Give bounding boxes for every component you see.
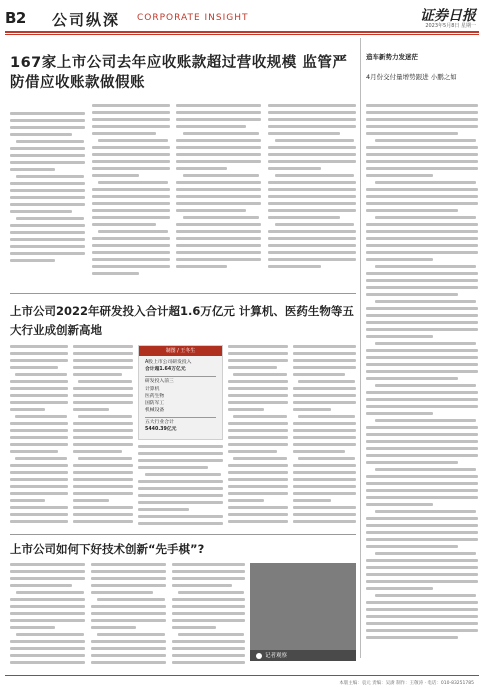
infographic-line-7: 机械设备 <box>145 408 165 413</box>
side-story-body <box>366 104 478 664</box>
infographic-line-4: 计算机 <box>145 387 160 392</box>
infographic-title: 制图 / 王冬生 <box>139 346 222 356</box>
newspaper-name: 证券日报 <box>420 8 476 24</box>
section-divider-2 <box>10 534 356 535</box>
photo-caption-bar <box>250 650 356 661</box>
infographic-line-5: 医药生物 <box>145 394 165 399</box>
section-english-title: CORPORATE INSIGHT <box>137 13 249 23</box>
side-story-title: 造车新势力发迷茫 <box>366 53 418 61</box>
section-title: 公司纵深 <box>52 11 121 29</box>
infographic-divider-2 <box>145 417 216 418</box>
infographic-line-1: A股上市公司研发投入 <box>145 360 192 365</box>
story3-column-3 <box>172 563 245 668</box>
infographic-line-3: 研发投入前三 <box>145 379 174 384</box>
main-headline: 167家上市公司去年应收账款超过营收规模 监管严防借应收账款做假账 <box>10 55 348 91</box>
main-story-column-4 <box>268 104 356 290</box>
infographic-line-8: 五大行业合计 <box>145 420 174 425</box>
issue-date: 2023年5月8日 星期一 <box>425 23 476 29</box>
story2-column-4 <box>228 345 288 530</box>
header-rule <box>5 31 479 33</box>
main-story-column-3 <box>176 104 261 290</box>
story3-headline: 上市公司如何下好技术创新“先手棋”? <box>10 542 205 556</box>
infographic-line-6: 国防军工 <box>145 401 165 406</box>
story2-headline: 上市公司2022年研发投入合计超1.6万亿元 计算机、医药生物等五大行业成创新高地 <box>10 304 354 337</box>
footer-rule <box>5 675 479 676</box>
section-divider <box>10 293 356 294</box>
photo-caption-text: 记者观察 <box>265 653 288 659</box>
story2-column-5 <box>293 345 356 530</box>
side-story-subtitle: 4月份交付量增势跟进 小鹏之如 <box>366 73 457 81</box>
story3-column-2 <box>91 563 166 668</box>
main-story-column-1 <box>10 112 85 290</box>
story2-column-2 <box>73 345 133 530</box>
page-code: B2 <box>5 9 26 27</box>
caption-dot-icon <box>256 653 262 659</box>
footer-credits: 本版主编：袁元 责编：吴澍 制作：王敬涛 · 电话：010-83251785 <box>339 681 474 686</box>
header-rule-thin <box>5 34 479 35</box>
main-story-column-2 <box>92 104 170 290</box>
infographic-line-9: 5440.39亿元 <box>145 427 177 432</box>
story3-column-1 <box>10 563 85 668</box>
story2-column-3 <box>138 445 223 530</box>
infographic-line-2: 合计超1.64万亿元 <box>145 367 186 372</box>
story2-column-1 <box>10 345 68 530</box>
rd-infographic <box>138 345 223 440</box>
photo-caption <box>256 651 287 659</box>
infographic-divider-1 <box>145 376 216 377</box>
column-divider <box>360 38 361 658</box>
reporter-photo <box>250 563 356 661</box>
